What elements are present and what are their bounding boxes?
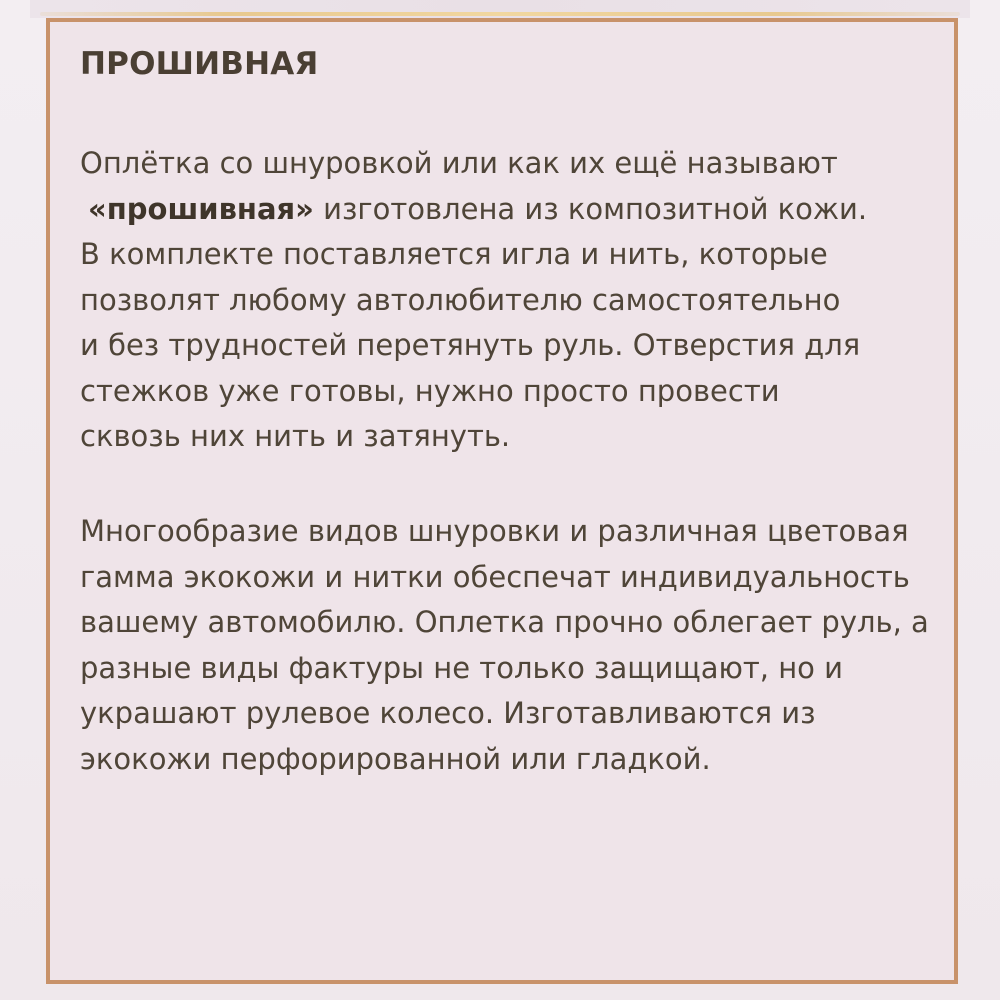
product-type-emphasis: «прошивная» (88, 191, 314, 226)
paragraph-line: В комплекте поставляется игла и нить, которые (80, 237, 828, 271)
info-card (46, 18, 958, 984)
paragraph-line: позволят любому автолюбителю самостоятельно (80, 282, 841, 317)
card-title: ПРОШИВНАЯ (80, 46, 319, 82)
paragraph-line: Многообразие видов шнуровки и различная цветовая (80, 514, 909, 548)
paragraph-line: сквозь них нить и затянуть. (80, 419, 511, 453)
paragraph-line: стежков уже готовы, нужно просто провести (80, 373, 780, 408)
paragraph-line: украшают рулевое колесо. Изготавливаются из (80, 696, 816, 730)
paragraph-line: вашему автомобилю. Оплетка прочно облегает руль, а (80, 605, 929, 639)
paragraph-variety-description (80, 509, 929, 782)
paragraph-stitching-description (80, 141, 867, 460)
paragraph-line (80, 187, 867, 233)
gold-accent-line (40, 12, 960, 16)
paragraph-line: экокожи перфорированной или гладкой. (80, 741, 711, 776)
paragraph-line: Оплётка со шнуровкой или как их ещё называют (80, 146, 838, 180)
paragraph-line-rest: изготовлена из композитной кожи. (313, 191, 868, 226)
paragraph-line: гамма экокожи и нитки обеспечат индивидуальность (80, 559, 910, 594)
paragraph-line: разные виды фактуры не только защищают, но и (80, 650, 843, 685)
paragraph-line: и без трудностей перетянуть руль. Отверстия для (80, 328, 861, 362)
